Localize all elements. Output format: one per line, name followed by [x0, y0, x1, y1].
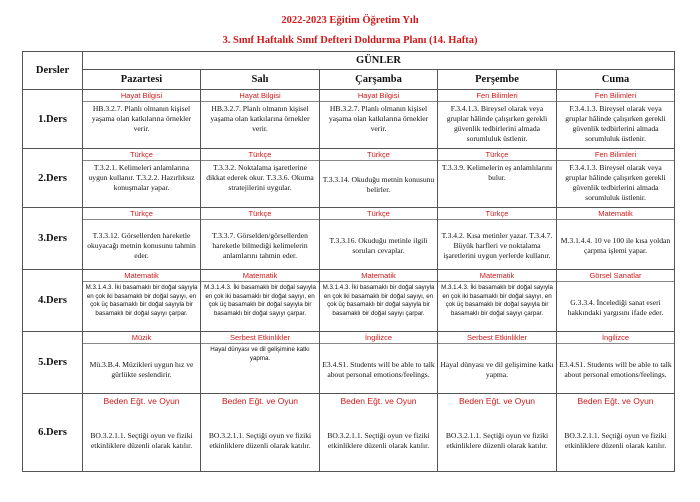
table-row [23, 90, 675, 149]
subject-label: İngilizce [320, 332, 437, 344]
lesson-cell [201, 208, 320, 270]
lesson-label: 4.Ders [23, 270, 83, 332]
outcome-text: F.3.4.1.3. Bireysel olarak veya gruplar hâlinde çalışırken gerekli güvenlik tedbirlerini almada sorumluluk üstlenir. [446, 104, 548, 143]
header-dersler: Dersler [23, 52, 83, 90]
lesson-cell [438, 208, 557, 270]
outcome-text: M.3.1.4.3. İki basamaklı bir doğal sayıyla en çok iki basamaklı bir doğal sayıyı, en çok üç basamaklı bir doğal sayıyla bir basamaklı bir doğal sayıyı çarpar. [322, 284, 435, 317]
lesson-cell [201, 394, 320, 472]
outcome-text: T.3.2.1. Kelimeleri anlamlarına uygun kullanır. T.3.2.2. Hazırlıksız konuşmalar yapar. [88, 163, 195, 192]
lesson-cell [557, 208, 675, 270]
subject-label: Hayat Bilgisi [201, 90, 319, 102]
outcome-text: T.3.3.9. Kelimelerin eş anlamlılarını bulur. [441, 163, 553, 182]
day-header: Çarşamba [320, 70, 438, 90]
subject-label: Beden Eğt. ve Oyun [458, 396, 536, 406]
table-row [23, 332, 675, 394]
subject-label: Fen Bilimleri [557, 90, 674, 102]
day-header: Pazartesi [83, 70, 201, 90]
outcome-text: M.3.1.4.3. İki basamaklı bir doğal sayıyla en çok iki basamaklı bir doğal sayıyı, en çok üç basamaklı bir doğal sayıyla bir basamaklı bir doğal sayıyı çarpar. [204, 284, 316, 317]
subject-label: Matematik [320, 270, 437, 282]
subject-label: Müzik [83, 332, 200, 344]
document-subtitle: 3. Sınıf Haftalık Sınıf Defteri Doldurma Planı (14. Hafta) [222, 35, 478, 46]
lesson-cell [438, 270, 557, 332]
lesson-cell [438, 394, 557, 472]
day-header: Cuma [557, 70, 675, 90]
table-row [23, 208, 675, 270]
lesson-cell [320, 332, 438, 394]
outcome-text: BO.3.2.1.1. Seçtiği oyun ve fiziki etkinliklere düzenli olarak katılır. [445, 431, 549, 450]
lesson-cell [201, 149, 320, 208]
outcome-text: Hayal dünyası ve dil gelişimine katkı yapma. [440, 359, 554, 379]
subject-label: Serbest Etkinlikler [201, 332, 319, 344]
subject-label: Türkçe [438, 208, 556, 220]
outcome-text: M.3.1.4.3. İki basamaklı bir doğal sayıyla en çok iki basamaklı bir doğal sayıyı, en çok üç basamaklı bir doğal sayıyla bir basamaklı bir doğal sayıyı çarpar. [85, 284, 198, 317]
outcome-text: T.3.3.12. Görsellerden hareketle okuyacağı metnin konusunu tahmin eder. [87, 230, 196, 260]
lesson-cell [201, 332, 320, 394]
subject-label: Fen Bilimleri [557, 149, 674, 161]
outcome-text: T.3.3.14. Okuduğu metnin konusunu belirler. [322, 175, 435, 194]
lesson-cell [557, 270, 675, 332]
lesson-cell [320, 149, 438, 208]
subject-label: Beden Eğt. ve Oyun [340, 396, 417, 406]
table-row [23, 149, 675, 208]
header-gunler: GÜNLER [83, 52, 675, 70]
lesson-label: 3.Ders [23, 208, 83, 270]
outcome-text: F.3.4.1.3. Bireysel olarak veya gruplar hâlinde çalışırken gerekli güvenlik tedbirlerini almada sorumluluk üstlenir. [565, 104, 666, 143]
day-header: Salı [201, 70, 320, 90]
outcome-text: BO.3.2.1.1. Seçtiği oyun ve fiziki etkinliklere düzenli olarak katılır. [564, 431, 667, 450]
outcome-text: E3.4.S1. Students will be able to talk about personal emotions/feelings. [559, 359, 672, 379]
subject-label: Matematik [438, 270, 556, 282]
subject-label: Türkçe [320, 149, 437, 161]
subject-label: Türkçe [201, 149, 319, 161]
lesson-cell [438, 90, 557, 149]
outcome-text: HB.3.2.7. Planlı olmanın kişisel yaşama olan katkılarına örnekler verir. [210, 104, 310, 133]
outcome-text: T.3.3.16. Okuduğu metinle ilgili soruları cevaplar. [329, 235, 428, 255]
subject-label: Türkçe [201, 208, 319, 220]
outcome-text: HB.3.2.7. Planlı olmanın kişisel yaşama olan katkılarına örnekler verir. [91, 104, 192, 133]
lesson-cell [83, 394, 201, 472]
lesson-cell [83, 270, 201, 332]
lesson-cell [320, 90, 438, 149]
lesson-cell [320, 208, 438, 270]
schedule-table [22, 51, 675, 472]
outcome-text: Mü.3.B.4. Müzikleri uygun hız ve gürlükte seslendirir. [89, 359, 194, 379]
lesson-cell [557, 394, 675, 472]
outcome-text: M.3.1.4.3. İki basamaklı bir doğal sayıyla en çok iki basamaklı bir doğal sayıyı, en çok üç basamaklı bir doğal sayıyla bir basamaklı bir doğal sayıyı çarpar. [441, 284, 553, 317]
day-header: Perşembe [438, 70, 557, 90]
outcome-text: G.3.3.4. İncelediği sanat eseri hakkındaki yargısını ifade eder. [567, 297, 664, 317]
outcome-text: T.3.3.7. Görselden/görsellerden hareketle bilmediği kelimelerin anlamlarını tahmin eder. [212, 230, 308, 260]
lesson-cell [557, 149, 675, 208]
subject-label: Serbest Etkinlikler [438, 332, 556, 344]
subject-label: Fen Bilimleri [438, 90, 556, 102]
outcome-text: E3.4.S1. Students will be able to talk about personal emotions/feelings. [322, 359, 435, 379]
lesson-cell [438, 149, 557, 208]
lesson-cell [201, 270, 320, 332]
lesson-cell [83, 90, 201, 149]
outcome-text: BO.3.2.1.1. Seçtiği oyun ve fiziki etkinliklere düzenli olarak katılır. [90, 431, 193, 450]
lesson-label: 1.Ders [23, 90, 83, 149]
subject-label: Matematik [557, 208, 674, 220]
outcome-text: T.3.3.2. Noktalama işaretlerine dikkat ederek okur. T.3.3.6. Okuma stratejilerini uygular. [206, 163, 314, 192]
lesson-cell [83, 332, 201, 394]
lesson-label: 2.Ders [23, 149, 83, 208]
outcome-text: T.3.4.2. Kısa metinler yazar. T.3.4.7. Büyük harfleri ve noktalama işaretlerini uygun yerlerde kullanır. [441, 230, 553, 260]
outcome-text: F.3.4.1.3. Bireysel olarak veya gruplar hâlinde çalışırken gerekli güvenlik tedbirlerini almada sorumluluk üstlenir. [565, 163, 666, 202]
outcome-text: M.3.1.4.4. 10 ve 100 ile kısa yoldan çarpma işlemi yapar. [560, 235, 671, 255]
table-row [23, 394, 675, 472]
subject-label: Hayat Bilgisi [320, 90, 437, 102]
outcome-text: HB.3.2.7. Planlı olmanın kişisel yaşama olan katkılarına örnekler verir. [328, 104, 429, 133]
subject-label: İngilizce [557, 332, 674, 344]
document-title: 2022-2023 Eğitim Öğretim Yılı [281, 15, 419, 26]
lesson-label: 6.Ders [23, 394, 83, 472]
table-row [23, 270, 675, 332]
lesson-cell [83, 208, 201, 270]
lesson-cell [83, 149, 201, 208]
lesson-cell [557, 332, 675, 394]
subject-label: Türkçe [83, 208, 200, 220]
lesson-cell [320, 270, 438, 332]
subject-label: Beden Eğt. ve Oyun [577, 396, 654, 406]
lesson-cell [557, 90, 675, 149]
subject-label: Matematik [83, 270, 200, 282]
outcome-text: Hayal dünyası ve dil gelişimine katkı yapma. [210, 346, 310, 362]
subject-label: Matematik [201, 270, 319, 282]
subject-label: Türkçe [438, 149, 556, 161]
outcome-text: BO.3.2.1.1. Seçtiği oyun ve fiziki etkinliklere düzenli olarak katılır. [327, 431, 430, 450]
subject-label: Beden Eğt. ve Oyun [221, 396, 299, 406]
subject-label: Görsel Sanatlar [557, 270, 674, 282]
lesson-cell [438, 332, 557, 394]
subject-label: Türkçe [320, 208, 437, 220]
subject-label: Hayat Bilgisi [83, 90, 200, 102]
subject-label: Beden Eğt. ve Oyun [103, 396, 180, 406]
subject-label: Türkçe [83, 149, 200, 161]
lesson-cell [201, 90, 320, 149]
outcome-text: BO.3.2.1.1. Seçtiği oyun ve fiziki etkinliklere düzenli olarak katılır. [208, 431, 312, 450]
lesson-label: 5.Ders [23, 332, 83, 394]
lesson-cell [320, 394, 438, 472]
